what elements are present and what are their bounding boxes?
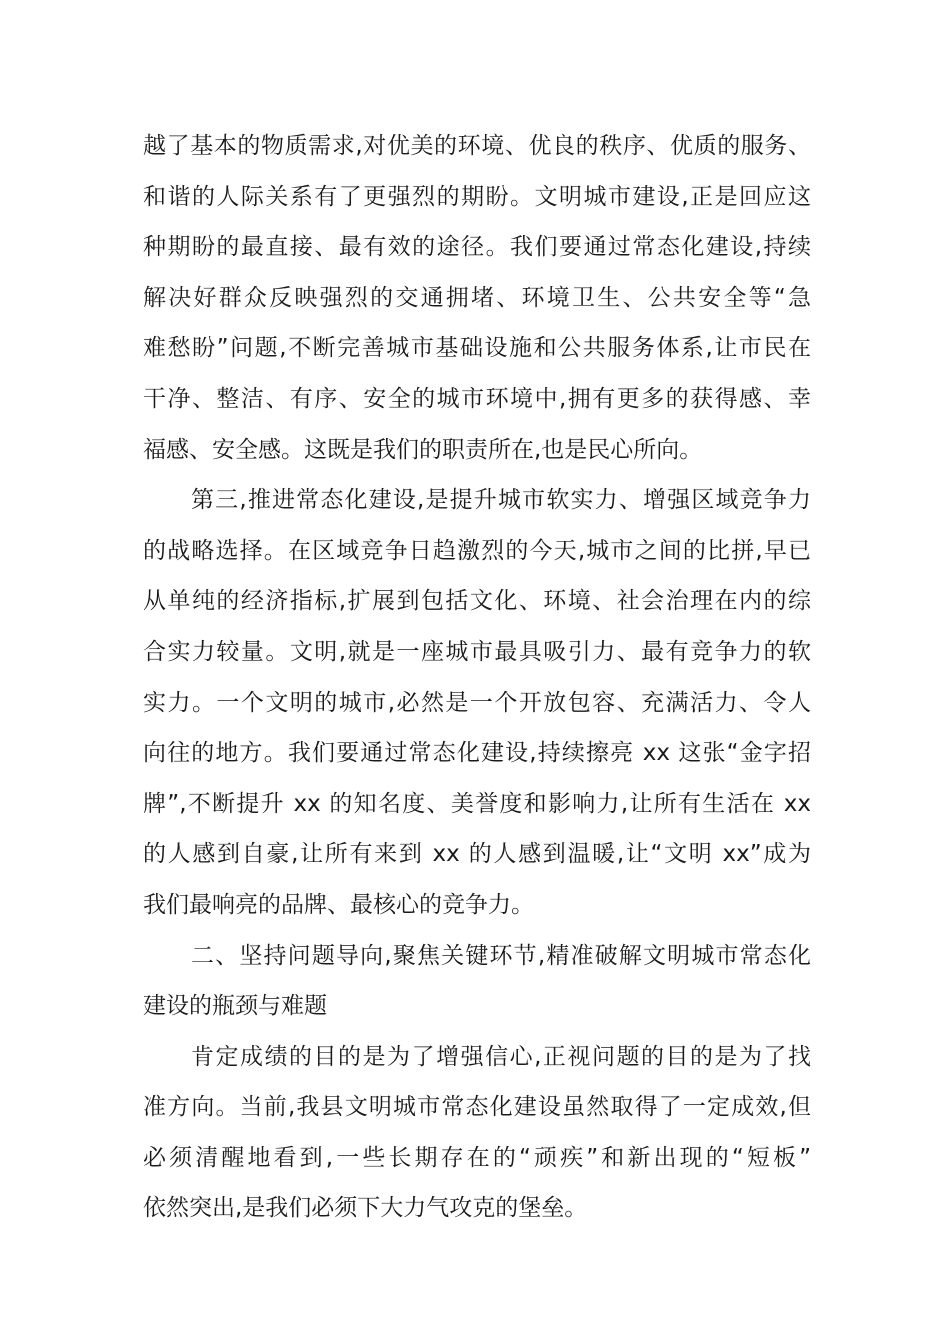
text-line: 的战略选择。在区域竞争日趋激烈的今天,城市之间的比拼,早已	[143, 537, 811, 564]
text-line: 准方向。当前,我县文明城市常态化建设虽然取得了一定成效,但	[143, 1094, 811, 1121]
text-line: 越了基本的物质需求,对优美的环境、优良的秩序、优质的服务、	[143, 133, 811, 159]
text-line: 向往的地方。我们要通过常态化建设,持续擦亮 xx 这张“金字招	[143, 740, 811, 767]
text-line: 难愁盼”问题,不断完善城市基础设施和公共服务体系,让市民在	[143, 335, 811, 362]
text-line: 实力。一个文明的城市,必然是一个开放包容、充满活力、令人	[143, 689, 811, 716]
text-line: 从单纯的经济指标,扩展到包括文化、环境、社会治理在内的综	[143, 588, 811, 615]
text-line: 必须清醒地看到,一些长期存在的“顽疾”和新出现的“短板”	[143, 1144, 811, 1171]
text-line: 解决好群众反映强烈的交通拥堵、环境卫生、公共安全等“急	[143, 284, 811, 311]
text-line: 的人感到自豪,让所有来到 xx 的人感到温暖,让“文明 xx”成为	[143, 841, 811, 868]
text-line: 干净、整洁、有序、安全的城市环境中,拥有更多的获得感、幸	[143, 385, 811, 412]
text-line: 和谐的人际关系有了更强烈的期盼。文明城市建设,正是回应这	[143, 183, 811, 210]
text-line: 第三,推进常态化建设,是提升城市软实力、增强区域竞争力	[191, 487, 811, 514]
text-line: 建设的瓶颈与难题	[143, 993, 327, 1020]
text-line: 合实力较量。文明,就是一座城市最具吸引力、最有竞争力的软	[143, 638, 811, 665]
text-line: 我们最响亮的品牌、最核心的竞争力。	[143, 891, 534, 918]
text-line: 二、坚持问题导向,聚焦关键环节,精准破解文明城市常态化	[191, 942, 811, 969]
text-line: 福感、安全感。这既是我们的职责所在,也是民心所向。	[143, 436, 703, 463]
body-text	[143, 121, 811, 1234]
text-line: 种期盼的最直接、最有效的途径。我们要通过常态化建设,持续	[143, 234, 811, 261]
text-line: 牌”,不断提升 xx 的知名度、美誉度和影响力,让所有生活在 xx	[143, 790, 811, 817]
text-line: 依然突出,是我们必须下大力气攻克的堡垒。	[143, 1195, 588, 1222]
text-line: 肯定成绩的目的是为了增强信心,正视问题的目的是为了找	[191, 1043, 811, 1070]
